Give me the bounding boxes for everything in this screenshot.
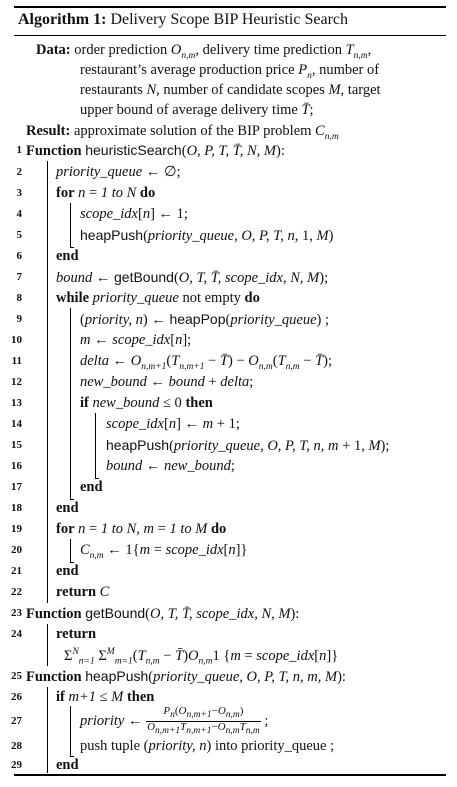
indent-bar-for1 [70,203,71,247]
code-line-8: while priority_queue not empty do [56,290,260,306]
line-number: 5 [16,229,22,241]
data-line-1: Data: order prediction $O_{n,m}$, delivery time prediction $T_{n,m}$, [36,42,372,61]
code-line-5: heapPush(priority_queue, O, P, T, n, 1, M) [80,227,334,244]
code-line-21: end [56,563,79,579]
code-line-24b: $\Sigma^N_{n=1}$ $\Sigma^M_{m=1}(T_{n,m}$ − $T̄)O_{n,m}1$ {m = scope_idx[n]} [64,647,339,667]
line-number: 10 [11,334,22,346]
code-line-14: scope_idx[n] ← m + 1; [106,416,240,432]
line-number: 2 [16,166,22,178]
indent-hook-if2 [70,756,74,757]
line-number: 6 [16,250,22,262]
indent-bar-if2 [70,706,71,756]
code-line-16: bound ← new_bound; [106,458,235,474]
line-number: 13 [11,397,22,409]
top-rule [14,6,446,8]
line-number: 27 [11,715,22,727]
algorithm-title-text: Delivery Scope BIP Heuristic Search [110,11,348,28]
code-line-25: Function heapPush(priority_queue, O, P, T, n, m, M): [26,668,346,685]
code-line-9: (priority, n) ← heapPop(priority_queue) ; [80,311,330,328]
code-line-29: end [56,757,79,773]
line-number: 23 [11,607,22,619]
algorithm-title [18,11,348,29]
code-line-20: $C_{n,m}$ ← 1{m = scope_idx[n]} [80,542,248,561]
line-number: 9 [16,313,22,325]
code-line-12: new_bound ← bound + delta; [80,374,254,390]
code-line-7: bound ← getBound(O, T, T̄, scope_idx, N, M); [56,269,329,286]
indent-bar-if [95,413,96,478]
data-line-3: restaurants N, number of candidate scopes M, target [80,82,381,98]
code-line-28: push tuple (priority, n) into priority_queue ; [80,738,335,754]
line-number: 21 [11,565,22,577]
line-number: 16 [11,460,22,472]
code-line-24: return [56,626,97,642]
code-line-10: m ← scope_idx[n]; [80,332,192,348]
code-line-17: end [80,479,103,495]
priority-fraction: $\frac{P_n(O_{n,m+1}-O_{n,m})}{O_{n,m+1}T_{n,m+1}-O_{n,m}T_{n,m}}$ [147,705,260,736]
line-number: 17 [11,481,22,493]
indent-hook-while [70,499,74,500]
line-number: 26 [11,691,22,703]
line-number: 22 [11,586,22,598]
code-line-27: priority ← $\frac{P_n(O_{n,m+1}-O_{n,m})}{O_{n,m+1}T_{n,m+1}-O_{n,m}T_{n,m}}$ ; [80,705,269,736]
code-line-1: Function heuristicSearch(O, P, T, T̄, N, M): [26,142,285,159]
result-line: Result: approximate solution of the BIP problem $C_{n,m}$ [26,123,339,142]
algorithm-box [11,6,446,778]
line-number: 1 [16,144,22,156]
code-line-18: end [56,500,79,516]
line-number: 29 [11,759,22,771]
indent-bar-fn1 [47,161,48,603]
line-number: 8 [16,292,22,304]
bottom-rule [14,774,446,776]
line-number: 7 [16,271,22,283]
result-label: Result: [26,123,71,139]
line-number: 28 [11,740,22,752]
indent-hook-if [95,478,99,479]
algorithm-title-label: Algorithm 1: [18,11,107,28]
code-line-26: if m+1 ≤ M then [56,689,155,705]
title-rule [14,35,446,36]
line-number: 15 [11,439,22,451]
line-number: 25 [11,670,22,682]
indent-bar-fn2 [47,624,48,666]
code-line-3: for n = 1 to N do [56,185,156,201]
code-line-11: delta ← $O_{n,m+1}(T_{n,m+1}$ − T̄) − $O_{n,m}(T_{n,m}$ − T̄); [80,353,333,372]
line-number: 11 [11,355,22,367]
line-number: 12 [11,376,22,388]
code-line-6: end [56,248,79,264]
line-number: 14 [11,418,22,430]
line-number: 19 [11,523,22,535]
data-label: Data: [36,42,71,58]
code-line-2: priority_queue ← ∅; [56,164,181,180]
line-number: 20 [11,544,22,556]
data-line-4: upper bound of average delivery time T̄; [80,102,314,118]
indent-bar-for2 [70,539,71,562]
indent-hook-for2 [70,562,74,563]
indent-hook-for1 [70,247,74,248]
line-number: 18 [11,502,22,514]
code-line-19: for n = 1 to N, m = 1 to M do [56,521,227,537]
data-line-2: restaurant’s average production price $P_n$, number of [80,62,380,81]
line-number: 24 [11,628,22,640]
code-line-13: if new_bound ≤ 0 then [80,395,213,411]
line-number: 3 [16,187,22,199]
indent-bar-fn3 [47,687,48,773]
code-line-23: Function getBound(O, T, T̄, scope_idx, N, M): [26,605,300,622]
code-line-22: return C [56,584,110,600]
line-number: 4 [16,208,22,220]
code-line-15: heapPush(priority_queue, O, P, T, n, m + 1, M); [106,437,390,454]
indent-bar-while [70,308,71,499]
code-line-4: scope_idx[n] ← 1; [80,206,188,222]
